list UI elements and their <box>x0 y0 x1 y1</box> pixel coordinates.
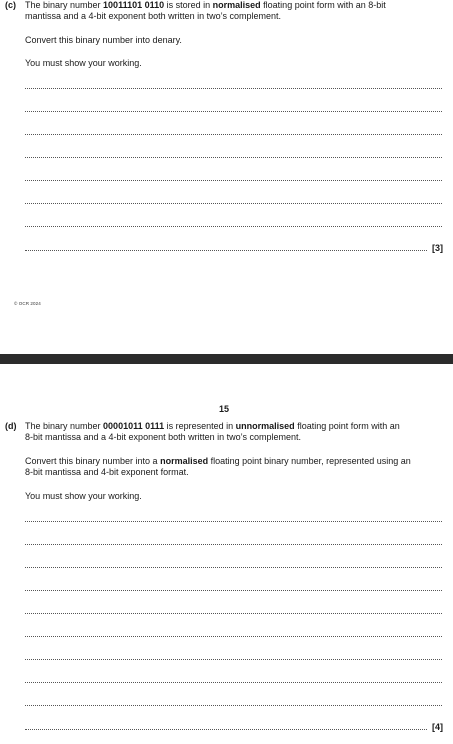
answer-line[interactable] <box>25 111 442 112</box>
answer-line[interactable] <box>25 521 442 522</box>
question-d-label: (d) <box>5 421 17 431</box>
answer-line[interactable] <box>25 203 442 204</box>
question-c-line-1: The binary number 10011101 0110 is stored in normalised floating point form with an 8-bit <box>25 0 386 10</box>
answer-line[interactable] <box>25 180 442 181</box>
page-number: 15 <box>219 404 230 414</box>
question-c-marks: [3] <box>432 243 443 253</box>
answer-line[interactable] <box>25 544 442 545</box>
question-d-instruction-convert: Convert this binary number into a normalised floating point binary number, represented using an <box>25 456 411 466</box>
copyright-footer: © OCR 2024 <box>14 301 41 306</box>
answer-line[interactable] <box>25 659 442 660</box>
answer-line[interactable] <box>25 590 442 591</box>
answer-line[interactable] <box>25 682 442 683</box>
answer-line[interactable] <box>25 134 442 135</box>
answer-line[interactable] <box>25 729 427 730</box>
answer-line[interactable] <box>25 157 442 158</box>
question-c-instruction-convert: Convert this binary number into denary. <box>25 35 182 45</box>
answer-line[interactable] <box>25 567 442 568</box>
question-c-instruction-working: You must show your working. <box>25 58 142 68</box>
question-d-instruction-working: You must show your working. <box>25 491 142 501</box>
question-c-line-2: mantissa and a 4-bit exponent both written in two’s complement. <box>25 11 281 21</box>
answer-line[interactable] <box>25 88 442 89</box>
answer-line[interactable] <box>25 250 427 251</box>
question-d-instruction-format: 8-bit mantissa and 4-bit exponent format. <box>25 467 189 477</box>
question-d-line-1: The binary number 00001011 0111 is represented in unnormalised floating point form with an <box>25 421 400 431</box>
answer-line[interactable] <box>25 226 442 227</box>
answer-line[interactable] <box>25 636 442 637</box>
answer-line[interactable] <box>25 613 442 614</box>
question-c-label: (c) <box>5 0 16 10</box>
question-d-marks: [4] <box>432 722 443 732</box>
answer-line[interactable] <box>25 705 442 706</box>
question-d-line-2: 8-bit mantissa and a 4-bit exponent both written in two’s complement. <box>25 432 301 442</box>
page-divider <box>0 354 453 364</box>
